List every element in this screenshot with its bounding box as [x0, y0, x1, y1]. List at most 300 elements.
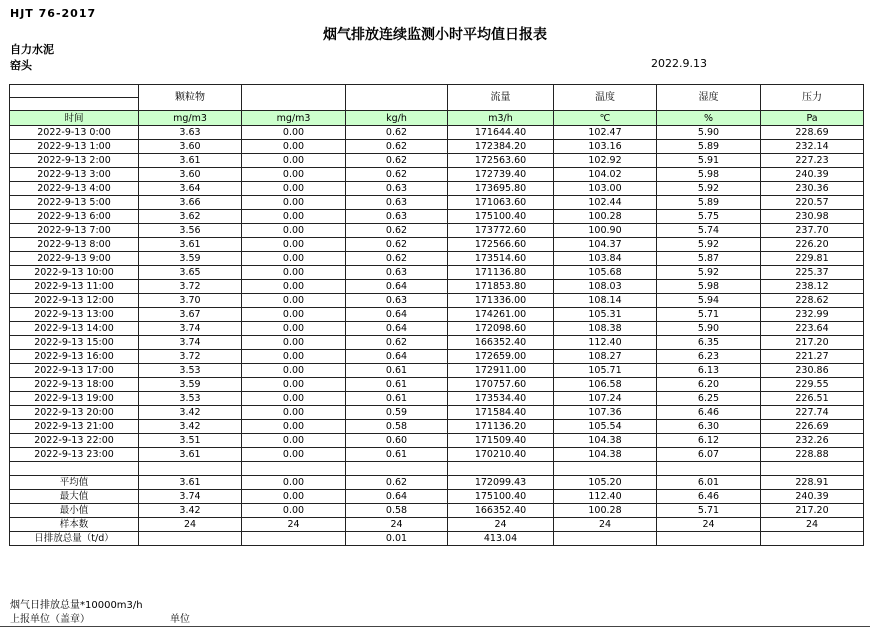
value-cell: 104.38: [554, 448, 657, 462]
summary-value-cell: 228.91: [761, 476, 864, 490]
summary-value-cell: 24: [761, 518, 864, 532]
value-cell: 103.00: [554, 182, 657, 196]
value-cell: 3.63: [139, 126, 242, 140]
value-cell: 0.00: [242, 322, 346, 336]
time-cell: 2022-9-13 3:00: [10, 168, 139, 182]
value-cell: 172563.60: [448, 154, 554, 168]
value-cell: 104.02: [554, 168, 657, 182]
value-cell: 6.23: [657, 350, 761, 364]
value-cell: 5.89: [657, 140, 761, 154]
table-row: [10, 434, 864, 448]
value-cell: 3.53: [139, 364, 242, 378]
table-row: [10, 238, 864, 252]
empty-cell: [346, 462, 448, 476]
value-cell: 172566.60: [448, 238, 554, 252]
value-cell: 105.68: [554, 266, 657, 280]
value-cell: 0.00: [242, 308, 346, 322]
value-cell: 227.23: [761, 154, 864, 168]
value-cell: 230.98: [761, 210, 864, 224]
value-cell: 102.47: [554, 126, 657, 140]
value-cell: 102.44: [554, 196, 657, 210]
table-row: [10, 392, 864, 406]
time-cell: 2022-9-13 1:00: [10, 140, 139, 154]
value-cell: 5.91: [657, 154, 761, 168]
value-cell: 6.12: [657, 434, 761, 448]
value-cell: 226.51: [761, 392, 864, 406]
summary-value-cell: 0.00: [242, 504, 346, 518]
value-cell: 5.90: [657, 126, 761, 140]
value-cell: 0.62: [346, 336, 448, 350]
table-row: [10, 308, 864, 322]
value-cell: 0.00: [242, 154, 346, 168]
value-cell: 6.30: [657, 420, 761, 434]
value-cell: 107.36: [554, 406, 657, 420]
value-cell: 102.92: [554, 154, 657, 168]
value-cell: 0.00: [242, 224, 346, 238]
summary-row: [10, 490, 864, 504]
value-cell: 3.59: [139, 378, 242, 392]
unit-cell: Pa: [761, 111, 864, 126]
value-cell: 0.64: [346, 280, 448, 294]
summary-value-cell: 172099.43: [448, 476, 554, 490]
value-cell: 3.61: [139, 448, 242, 462]
value-cell: 6.25: [657, 392, 761, 406]
value-cell: 228.88: [761, 448, 864, 462]
value-cell: 0.61: [346, 448, 448, 462]
value-cell: 3.42: [139, 420, 242, 434]
value-cell: 0.63: [346, 210, 448, 224]
value-cell: 0.59: [346, 406, 448, 420]
time-cell: 2022-9-13 21:00: [10, 420, 139, 434]
summary-value-cell: 166352.40: [448, 504, 554, 518]
value-cell: 0.00: [242, 350, 346, 364]
table-row: [10, 322, 864, 336]
value-cell: 220.57: [761, 196, 864, 210]
value-cell: 0.00: [242, 266, 346, 280]
table-row: [10, 336, 864, 350]
value-cell: 3.42: [139, 406, 242, 420]
value-cell: 3.61: [139, 154, 242, 168]
value-cell: 223.64: [761, 322, 864, 336]
time-cell: 2022-9-13 0:00: [10, 126, 139, 140]
summary-value-cell: [761, 532, 864, 546]
table-row: [10, 350, 864, 364]
value-cell: 3.53: [139, 392, 242, 406]
value-cell: 104.38: [554, 434, 657, 448]
value-cell: 171136.20: [448, 420, 554, 434]
summary-value-cell: 6.46: [657, 490, 761, 504]
value-cell: 6.13: [657, 364, 761, 378]
value-cell: 3.56: [139, 224, 242, 238]
value-cell: 226.69: [761, 420, 864, 434]
value-cell: 171584.40: [448, 406, 554, 420]
value-cell: 0.61: [346, 378, 448, 392]
empty-cell: [10, 462, 139, 476]
summary-value-cell: [242, 532, 346, 546]
value-cell: 100.28: [554, 210, 657, 224]
value-cell: 0.00: [242, 378, 346, 392]
unit-header-row: [10, 111, 864, 126]
unit-cell: kg/h: [346, 111, 448, 126]
summary-value-cell: 3.61: [139, 476, 242, 490]
value-cell: 170757.60: [448, 378, 554, 392]
value-cell: 217.20: [761, 336, 864, 350]
value-cell: 3.51: [139, 434, 242, 448]
value-cell: 240.39: [761, 168, 864, 182]
table-row: [10, 406, 864, 420]
empty-cell: [657, 462, 761, 476]
value-cell: 3.67: [139, 308, 242, 322]
time-cell: 2022-9-13 12:00: [10, 294, 139, 308]
value-cell: 0.00: [242, 392, 346, 406]
value-cell: 174261.00: [448, 308, 554, 322]
value-cell: 237.70: [761, 224, 864, 238]
summary-row: [10, 532, 864, 546]
unit-cell: ℃: [554, 111, 657, 126]
value-cell: 5.98: [657, 280, 761, 294]
value-cell: 5.92: [657, 266, 761, 280]
value-cell: 3.64: [139, 182, 242, 196]
value-cell: 5.74: [657, 224, 761, 238]
summary-label-cell: 日排放总量（t/d）: [10, 532, 139, 546]
value-cell: 172911.00: [448, 364, 554, 378]
empty-cell: [139, 462, 242, 476]
summary-row: [10, 504, 864, 518]
daily-total-note: 烟气日排放总量*10000m3/h: [10, 600, 143, 611]
table-row: [10, 378, 864, 392]
time-cell: 2022-9-13 8:00: [10, 238, 139, 252]
page-bottom-divider: [0, 626, 870, 627]
value-cell: 3.66: [139, 196, 242, 210]
report-table-body: [10, 85, 864, 546]
value-cell: 0.62: [346, 140, 448, 154]
header-cell: 压力: [761, 85, 864, 111]
value-cell: 3.59: [139, 252, 242, 266]
value-cell: 3.70: [139, 294, 242, 308]
header-cell: 湿度: [657, 85, 761, 111]
value-cell: 171644.40: [448, 126, 554, 140]
value-cell: 3.72: [139, 350, 242, 364]
summary-value-cell: 24: [554, 518, 657, 532]
value-cell: 107.24: [554, 392, 657, 406]
empty-cell: [242, 462, 346, 476]
value-cell: 6.46: [657, 406, 761, 420]
time-cell: 2022-9-13 22:00: [10, 434, 139, 448]
value-cell: 0.63: [346, 294, 448, 308]
value-cell: 0.00: [242, 406, 346, 420]
value-cell: 171063.60: [448, 196, 554, 210]
summary-value-cell: [554, 532, 657, 546]
value-cell: 0.62: [346, 168, 448, 182]
summary-value-cell: 175100.40: [448, 490, 554, 504]
value-cell: 0.00: [242, 126, 346, 140]
time-cell: 2022-9-13 4:00: [10, 182, 139, 196]
summary-value-cell: 24: [448, 518, 554, 532]
value-cell: 103.84: [554, 252, 657, 266]
value-cell: 3.62: [139, 210, 242, 224]
summary-value-cell: 0.58: [346, 504, 448, 518]
time-cell: 2022-9-13 17:00: [10, 364, 139, 378]
value-cell: 0.63: [346, 196, 448, 210]
value-cell: 3.72: [139, 280, 242, 294]
summary-value-cell: [139, 532, 242, 546]
value-cell: 0.00: [242, 434, 346, 448]
value-cell: 0.00: [242, 448, 346, 462]
value-cell: 229.55: [761, 378, 864, 392]
header-cell: [242, 85, 346, 111]
header-cell: 流量: [448, 85, 554, 111]
time-cell: 2022-9-13 9:00: [10, 252, 139, 266]
summary-value-cell: [657, 532, 761, 546]
value-cell: 0.61: [346, 364, 448, 378]
value-cell: 3.74: [139, 336, 242, 350]
value-cell: 173695.80: [448, 182, 554, 196]
value-cell: 5.94: [657, 294, 761, 308]
summary-value-cell: 0.62: [346, 476, 448, 490]
time-cell: 2022-9-13 11:00: [10, 280, 139, 294]
value-cell: 5.87: [657, 252, 761, 266]
table-row: [10, 126, 864, 140]
summary-value-cell: 240.39: [761, 490, 864, 504]
summary-value-cell: 217.20: [761, 504, 864, 518]
value-cell: 105.71: [554, 364, 657, 378]
value-cell: 103.16: [554, 140, 657, 154]
summary-value-cell: 3.42: [139, 504, 242, 518]
value-cell: 0.00: [242, 168, 346, 182]
summary-label-cell: 平均值: [10, 476, 139, 490]
summary-value-cell: 24: [139, 518, 242, 532]
value-cell: 232.99: [761, 308, 864, 322]
table-row: [10, 252, 864, 266]
value-cell: 0.00: [242, 182, 346, 196]
table-row: [10, 196, 864, 210]
table-row: [10, 182, 864, 196]
summary-value-cell: 0.00: [242, 490, 346, 504]
standard-code: HJT 76-2017: [10, 7, 97, 20]
header-cell: 颗粒物: [139, 85, 242, 111]
unit-cell: 时间: [10, 111, 139, 126]
value-cell: 0.64: [346, 350, 448, 364]
value-cell: 3.74: [139, 322, 242, 336]
value-cell: 171136.80: [448, 266, 554, 280]
value-cell: 108.03: [554, 280, 657, 294]
station-name: 窑头: [10, 59, 32, 72]
value-cell: 108.14: [554, 294, 657, 308]
time-cell: 2022-9-13 16:00: [10, 350, 139, 364]
value-cell: 0.60: [346, 434, 448, 448]
summary-label-cell: 样本数: [10, 518, 139, 532]
table-row: [10, 266, 864, 280]
value-cell: 5.98: [657, 168, 761, 182]
table-row: [10, 280, 864, 294]
page-title: 烟气排放连续监测小时平均值日报表: [323, 27, 547, 43]
value-cell: 112.40: [554, 336, 657, 350]
value-cell: 0.64: [346, 308, 448, 322]
summary-value-cell: 3.74: [139, 490, 242, 504]
table-row: [10, 154, 864, 168]
time-cell: 2022-9-13 10:00: [10, 266, 139, 280]
company-name: 自力水泥: [10, 43, 54, 56]
report-date: 2022.9.13: [651, 57, 707, 70]
value-cell: 226.20: [761, 238, 864, 252]
header-cell: [346, 85, 448, 111]
summary-value-cell: 112.40: [554, 490, 657, 504]
time-cell: 2022-9-13 13:00: [10, 308, 139, 322]
summary-value-cell: 24: [242, 518, 346, 532]
value-cell: 173534.40: [448, 392, 554, 406]
unit-label: 单位: [170, 614, 190, 625]
value-cell: 5.90: [657, 322, 761, 336]
table-row: [10, 364, 864, 378]
spacer-row: [10, 462, 864, 476]
summary-value-cell: 0.01: [346, 532, 448, 546]
value-cell: 238.12: [761, 280, 864, 294]
table-row: [10, 420, 864, 434]
unit-cell: mg/m3: [139, 111, 242, 126]
summary-row: [10, 518, 864, 532]
table-row: [10, 168, 864, 182]
summary-value-cell: 24: [346, 518, 448, 532]
value-cell: 172739.40: [448, 168, 554, 182]
value-cell: 6.35: [657, 336, 761, 350]
value-cell: 0.63: [346, 182, 448, 196]
value-cell: 171853.80: [448, 280, 554, 294]
summary-value-cell: 413.04: [448, 532, 554, 546]
value-cell: 0.63: [346, 266, 448, 280]
table-row: [10, 140, 864, 154]
time-cell: 2022-9-13 20:00: [10, 406, 139, 420]
value-cell: 0.00: [242, 280, 346, 294]
value-cell: 175100.40: [448, 210, 554, 224]
unit-cell: %: [657, 111, 761, 126]
time-cell: 2022-9-13 15:00: [10, 336, 139, 350]
value-cell: 0.00: [242, 252, 346, 266]
value-cell: 170210.40: [448, 448, 554, 462]
time-cell: 2022-9-13 2:00: [10, 154, 139, 168]
value-cell: 106.58: [554, 378, 657, 392]
value-cell: 229.81: [761, 252, 864, 266]
value-cell: 5.71: [657, 308, 761, 322]
value-cell: 0.58: [346, 420, 448, 434]
value-cell: 104.37: [554, 238, 657, 252]
value-cell: 0.00: [242, 210, 346, 224]
value-cell: 232.14: [761, 140, 864, 154]
value-cell: 5.92: [657, 238, 761, 252]
summary-value-cell: 100.28: [554, 504, 657, 518]
value-cell: 3.61: [139, 238, 242, 252]
value-cell: 228.69: [761, 126, 864, 140]
header-cell: 温度: [554, 85, 657, 111]
report-table: [9, 84, 864, 546]
value-cell: 173772.60: [448, 224, 554, 238]
value-cell: 3.60: [139, 168, 242, 182]
time-cell: 2022-9-13 19:00: [10, 392, 139, 406]
group-header-row: [10, 85, 864, 98]
value-cell: 100.90: [554, 224, 657, 238]
unit-cell: mg/m3: [242, 111, 346, 126]
summary-value-cell: 0.00: [242, 476, 346, 490]
value-cell: 6.20: [657, 378, 761, 392]
table-row: [10, 448, 864, 462]
report-unit-label: 上报单位（盖章）: [10, 614, 90, 625]
value-cell: 5.75: [657, 210, 761, 224]
summary-value-cell: 24: [657, 518, 761, 532]
time-cell: 2022-9-13 23:00: [10, 448, 139, 462]
value-cell: 0.00: [242, 196, 346, 210]
value-cell: 0.00: [242, 140, 346, 154]
value-cell: 228.62: [761, 294, 864, 308]
value-cell: 0.62: [346, 224, 448, 238]
value-cell: 172659.00: [448, 350, 554, 364]
value-cell: 3.65: [139, 266, 242, 280]
value-cell: 0.61: [346, 392, 448, 406]
value-cell: 0.00: [242, 420, 346, 434]
value-cell: 0.00: [242, 294, 346, 308]
value-cell: 225.37: [761, 266, 864, 280]
table-row: [10, 224, 864, 238]
value-cell: 173514.60: [448, 252, 554, 266]
summary-value-cell: 0.64: [346, 490, 448, 504]
value-cell: 105.54: [554, 420, 657, 434]
value-cell: 3.60: [139, 140, 242, 154]
value-cell: 0.00: [242, 238, 346, 252]
time-cell: 2022-9-13 7:00: [10, 224, 139, 238]
header-cell: [10, 98, 139, 111]
summary-value-cell: 6.01: [657, 476, 761, 490]
value-cell: 227.74: [761, 406, 864, 420]
summary-label-cell: 最小值: [10, 504, 139, 518]
time-cell: 2022-9-13 5:00: [10, 196, 139, 210]
table-row: [10, 210, 864, 224]
value-cell: 232.26: [761, 434, 864, 448]
value-cell: 166352.40: [448, 336, 554, 350]
value-cell: 230.36: [761, 182, 864, 196]
value-cell: 171336.00: [448, 294, 554, 308]
summary-label-cell: 最大值: [10, 490, 139, 504]
value-cell: 0.62: [346, 154, 448, 168]
value-cell: 0.62: [346, 238, 448, 252]
value-cell: 108.27: [554, 350, 657, 364]
value-cell: 172098.60: [448, 322, 554, 336]
empty-cell: [448, 462, 554, 476]
value-cell: 171509.40: [448, 434, 554, 448]
time-cell: 2022-9-13 6:00: [10, 210, 139, 224]
value-cell: 108.38: [554, 322, 657, 336]
value-cell: 0.00: [242, 336, 346, 350]
empty-cell: [554, 462, 657, 476]
unit-cell: m3/h: [448, 111, 554, 126]
time-cell: 2022-9-13 14:00: [10, 322, 139, 336]
summary-value-cell: 5.71: [657, 504, 761, 518]
value-cell: 172384.20: [448, 140, 554, 154]
value-cell: 230.86: [761, 364, 864, 378]
empty-cell: [761, 462, 864, 476]
value-cell: 0.64: [346, 322, 448, 336]
value-cell: 5.92: [657, 182, 761, 196]
summary-row: [10, 476, 864, 490]
value-cell: 5.89: [657, 196, 761, 210]
table-row: [10, 294, 864, 308]
value-cell: 0.00: [242, 364, 346, 378]
header-cell: [10, 85, 139, 98]
value-cell: 221.27: [761, 350, 864, 364]
value-cell: 105.31: [554, 308, 657, 322]
value-cell: 6.07: [657, 448, 761, 462]
time-cell: 2022-9-13 18:00: [10, 378, 139, 392]
summary-value-cell: 105.20: [554, 476, 657, 490]
value-cell: 0.62: [346, 126, 448, 140]
value-cell: 0.62: [346, 252, 448, 266]
